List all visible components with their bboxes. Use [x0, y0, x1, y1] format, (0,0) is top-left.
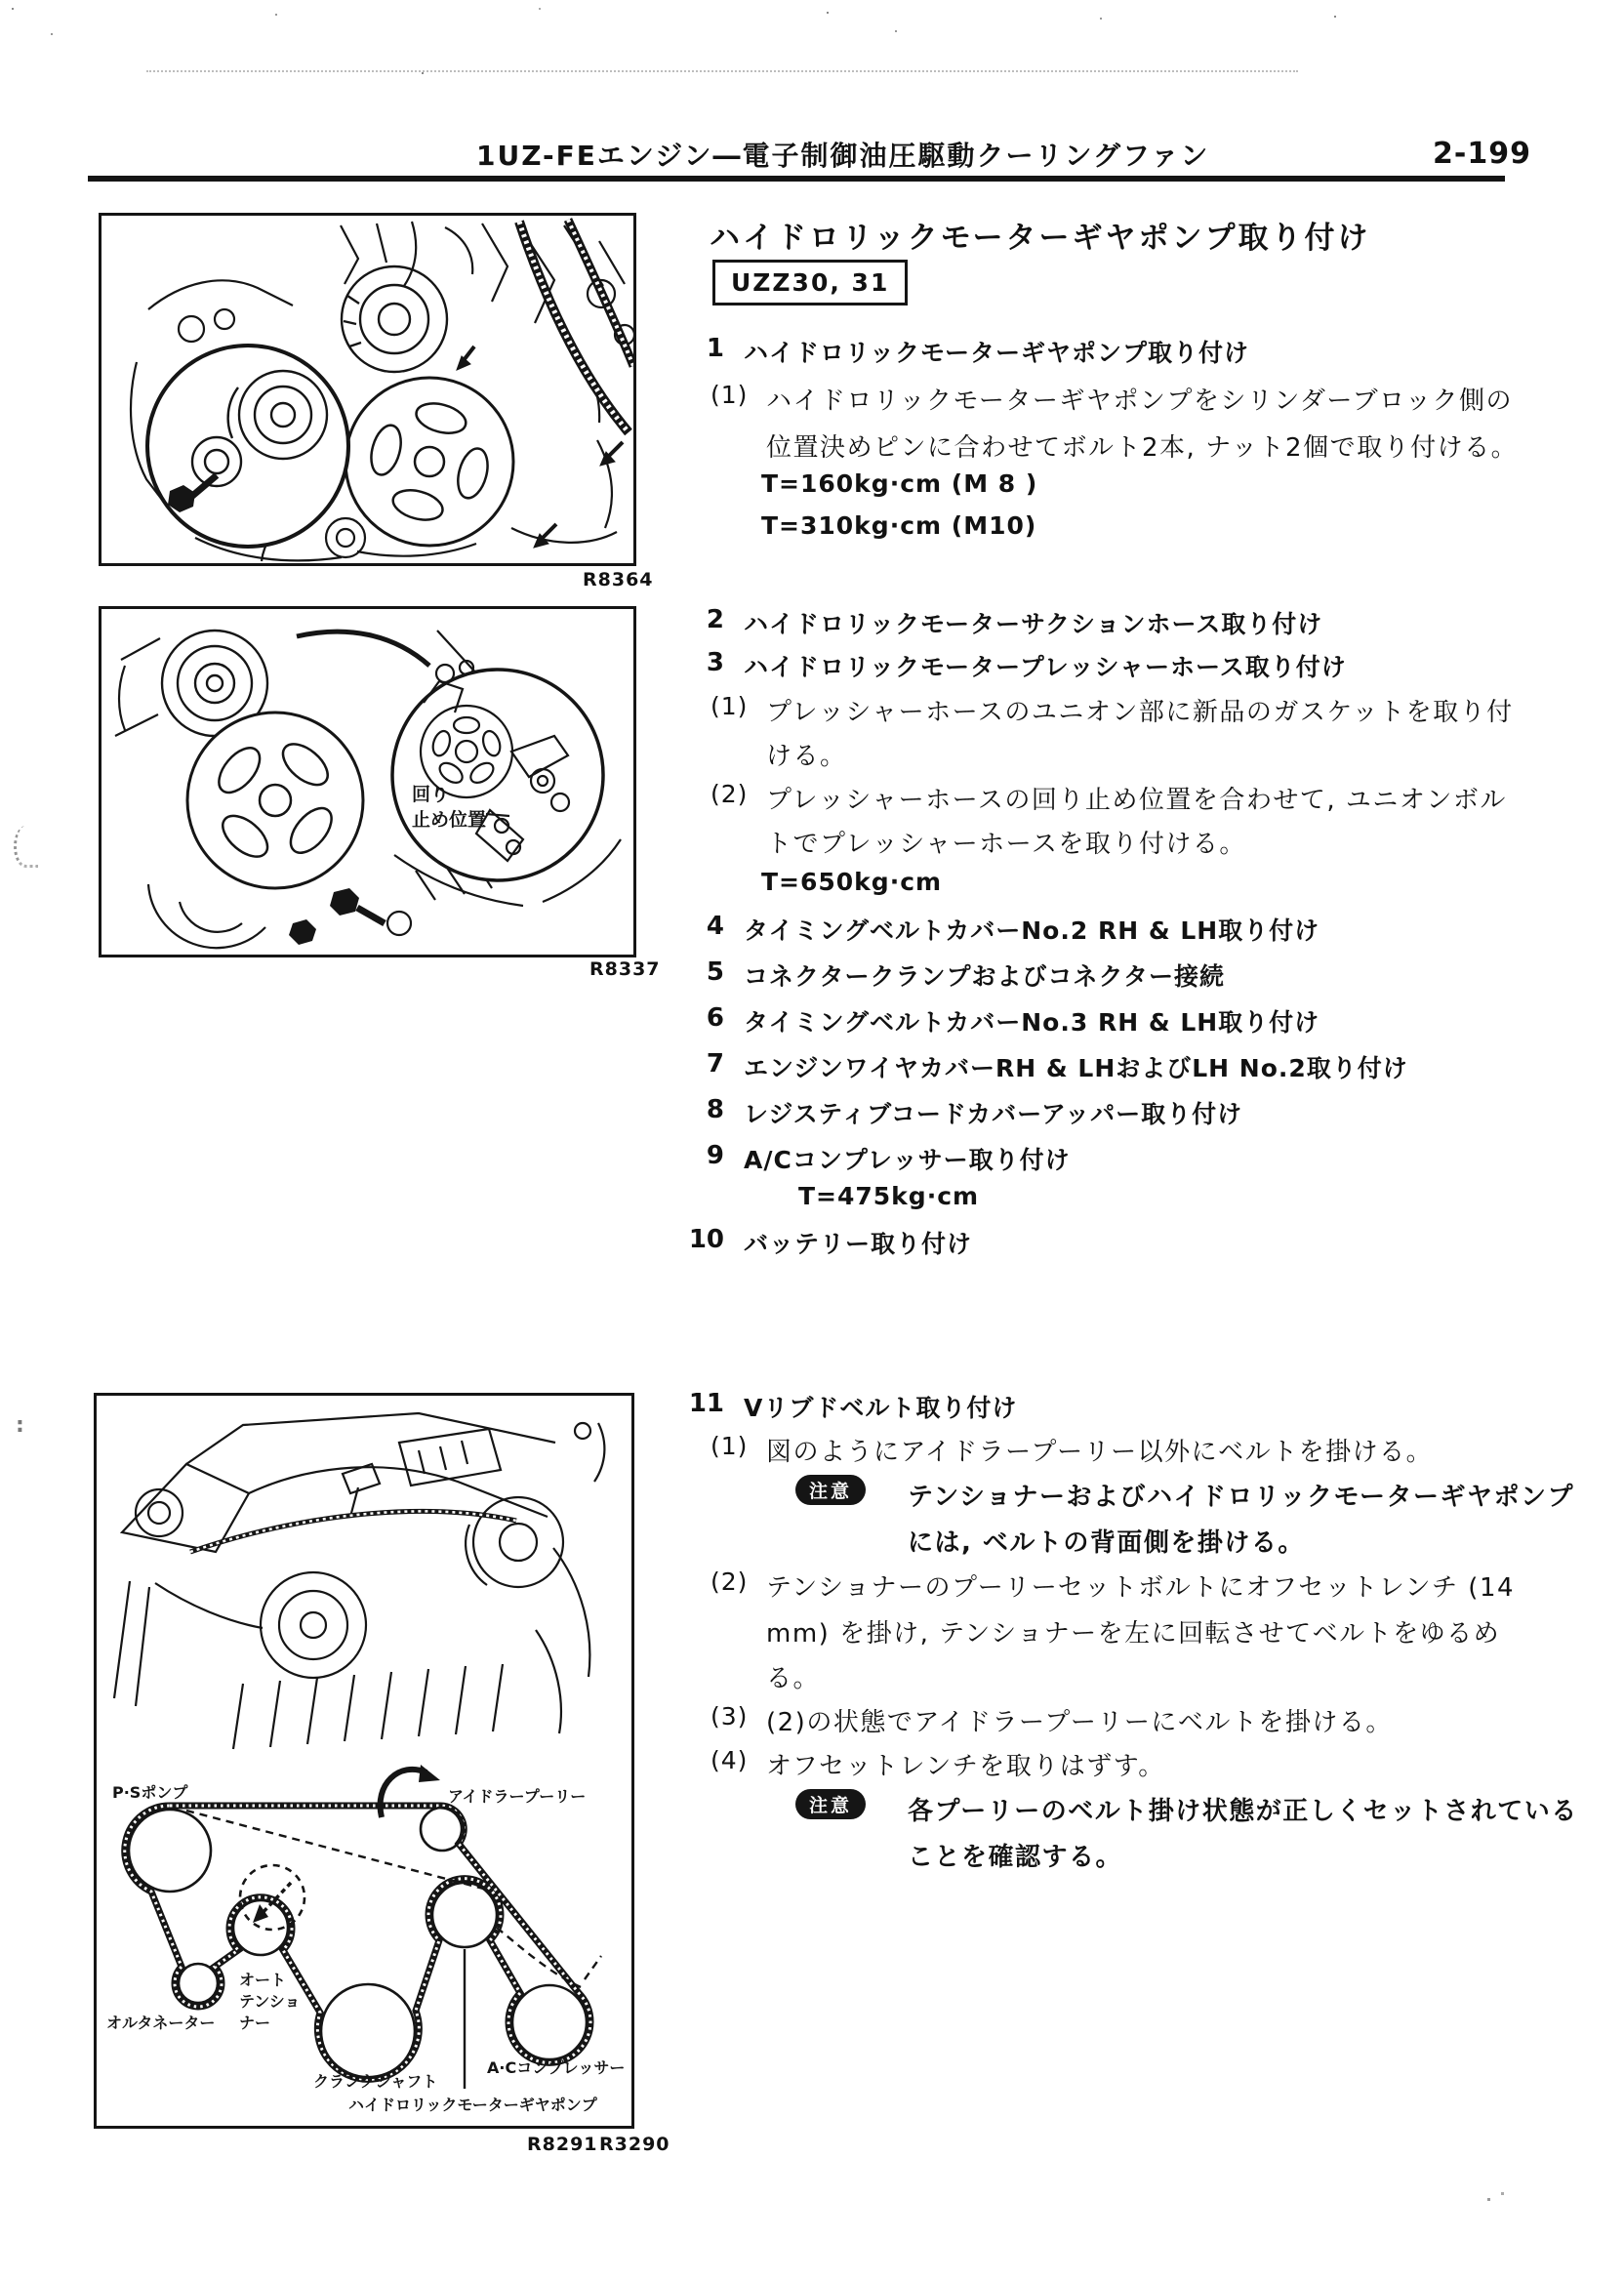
pump-pulley-drawing	[187, 712, 363, 888]
figure3-ref-left: R8291	[527, 2134, 598, 2155]
substep-text: る。	[766, 1664, 821, 1693]
substep-text: ハイドロリックモーターギヤポンプをシリンダーブロック側の	[766, 387, 1514, 416]
substep-label: (1)	[710, 381, 749, 409]
belt-diagram	[106, 1765, 625, 2114]
caution-text: テンショナーおよびハイドロリックモーターギヤポンプ	[908, 1483, 1574, 1512]
step-heading: エンジンワイヤカバーRH & LHおよびLH No.2取り付け	[744, 1054, 1408, 1082]
step-heading: ハイドロリックモーターサクションホース取り付け	[744, 610, 1323, 638]
tensioner-label-line2: テンショ	[239, 1992, 301, 2011]
torque-spec: T=310kg·cm (M10)	[761, 511, 1037, 540]
substep-text: mm) を掛け, テンショナーを左に回転させてベルトをゆるめ	[766, 1619, 1501, 1649]
substep-label: (1)	[710, 1432, 749, 1460]
engine-pump-illustration	[102, 216, 633, 563]
hose-position-illustration	[102, 609, 633, 955]
tensioner-label-line1: オート	[239, 1971, 287, 1989]
step-number: 7	[706, 1049, 724, 1079]
caution-badge: 注意	[795, 1789, 866, 1819]
substep-text: テンショナーのプーリーセットボルトにオフセットレンチ (14	[766, 1573, 1516, 1603]
step-number: 10	[688, 1225, 724, 1254]
substep-text: オフセットレンチを取りはずす。	[766, 1752, 1165, 1781]
figure2-ref: R8337	[589, 958, 661, 980]
ps-pump-label: P·Sポンプ	[112, 1783, 188, 1802]
callout-label-line1: 回り	[412, 784, 450, 805]
torque-spec: T=475kg·cm	[798, 1182, 980, 1210]
torque-spec: T=650kg·cm	[761, 868, 943, 896]
substep-label: (2)	[710, 780, 749, 808]
magnifier-detail-circle	[147, 346, 348, 547]
callout-detail-circle	[392, 661, 603, 880]
step-heading: Vリブドベルト取り付け	[744, 1394, 1018, 1422]
page-title: ハイドロリックモーターギヤポンプ取り付け	[710, 221, 1371, 256]
belt-routing-illustration	[97, 1396, 631, 2126]
caution-badge: 注意	[795, 1475, 866, 1505]
header-title: 1UZ-FEエンジン―電子制御油圧駆動クーリングファン	[476, 140, 1210, 172]
step-number: 1	[706, 334, 724, 363]
step-heading: A/Cコンプレッサー取り付け	[744, 1146, 1071, 1174]
figure1-ref: R8364	[583, 569, 654, 590]
pump-pulley-drawing	[345, 378, 513, 546]
scan-dotted-row	[146, 70, 1298, 72]
hydraulic-pump-pulley	[432, 1883, 497, 1947]
callout-label-line2: 止め位置	[412, 809, 487, 831]
step-number: 4	[706, 912, 724, 941]
step-heading: ハイドロリックモーターギヤポンプ取り付け	[744, 339, 1250, 367]
tensioner-label-line3: ナー	[239, 2014, 271, 2032]
step-heading: タイミングベルトカバーNo.3 RH & LH取り付け	[744, 1008, 1320, 1037]
step-number: 9	[706, 1141, 724, 1170]
scan-colon-mark: :	[16, 1413, 24, 1438]
ps-pump-pulley	[129, 1810, 211, 1892]
hydraulic-pump-label: ハイドロリックモーターギヤポンプ	[348, 2096, 597, 2114]
substep-text: 図のようにアイドラープーリー以外にベルトを掛ける。	[766, 1438, 1434, 1467]
step-number: 2	[706, 605, 724, 634]
step-number: 6	[706, 1003, 724, 1033]
scan-bottom-speck	[1487, 2198, 1490, 2201]
idler-pulley-drawing	[342, 266, 447, 372]
step-heading: タイミングベルトカバーNo.2 RH & LH取り付け	[744, 916, 1320, 945]
scan-arc-mark	[14, 826, 38, 868]
alternator-label: オルタネーター	[106, 2014, 216, 2032]
belt-path	[125, 1806, 590, 2079]
step-number: 8	[706, 1095, 724, 1124]
model-badge: UZZ30, 31	[712, 260, 908, 305]
substep-label: (3)	[710, 1702, 749, 1730]
idler-pulley	[421, 1808, 464, 1851]
crankshaft-label: クランクシャフト	[313, 2072, 438, 2091]
idler-label: アイドラープーリー	[448, 1787, 587, 1806]
header-rule	[88, 176, 1505, 182]
step-heading: レジスティブコードカバーアッパー取り付け	[744, 1100, 1243, 1128]
substep-label: (1)	[710, 692, 749, 720]
ac-compressor-label: A·Cコンプレッサー	[487, 2058, 626, 2077]
step-heading: バッテリー取り付け	[744, 1230, 973, 1258]
substep-text: プレッシャーホースのユニオン部に新品のガスケットを取り付	[766, 698, 1514, 727]
ac-compressor-pulley	[512, 1985, 587, 2059]
substep-text: ける。	[766, 742, 847, 771]
step-number: 11	[688, 1389, 724, 1418]
bolts-drawing	[289, 888, 385, 945]
substep-text: プレッシャーホースの回り止め位置を合わせて, ユニオンボル	[766, 786, 1507, 815]
caution-text: には, ベルトの背面側を掛ける。	[908, 1528, 1305, 1558]
caution-text: 各プーリーのベルト掛け状態が正しくセットされている	[908, 1797, 1578, 1826]
scan-specks	[12, 8, 14, 10]
pulley-circles	[129, 1808, 587, 2078]
figure-pump-install	[99, 213, 636, 566]
torque-spec: T=160kg·cm (M 8 )	[761, 469, 1038, 498]
figure3-ref-right: R3290	[599, 2134, 670, 2155]
substep-label: (4)	[710, 1746, 749, 1774]
caution-text: ことを確認する。	[908, 1843, 1123, 1872]
step-heading: コネクタークランプおよびコネクター接続	[744, 962, 1226, 991]
page-number: 2-199	[1433, 137, 1531, 171]
substep-text: (2)の状態でアイドラープーリーにベルトを掛ける。	[766, 1708, 1393, 1737]
step-heading: ハイドロリックモータープレッシャーホース取り付け	[744, 653, 1347, 681]
substep-text: 位置決めピンに合わせてボルト2本, ナット2個で取り付ける。	[766, 433, 1519, 463]
step-number: 5	[706, 957, 724, 987]
substep-text: トでプレッシャーホースを取り付ける。	[766, 830, 1246, 859]
figure-hose-stopper-position	[99, 606, 636, 957]
crankshaft-pulley	[321, 1984, 415, 2078]
engine-top-view	[114, 1413, 604, 1749]
figure-belt-routing	[94, 1393, 634, 2129]
alternator-pulley	[179, 1964, 218, 2003]
substep-label: (2)	[710, 1568, 749, 1596]
step-number: 3	[706, 648, 724, 677]
